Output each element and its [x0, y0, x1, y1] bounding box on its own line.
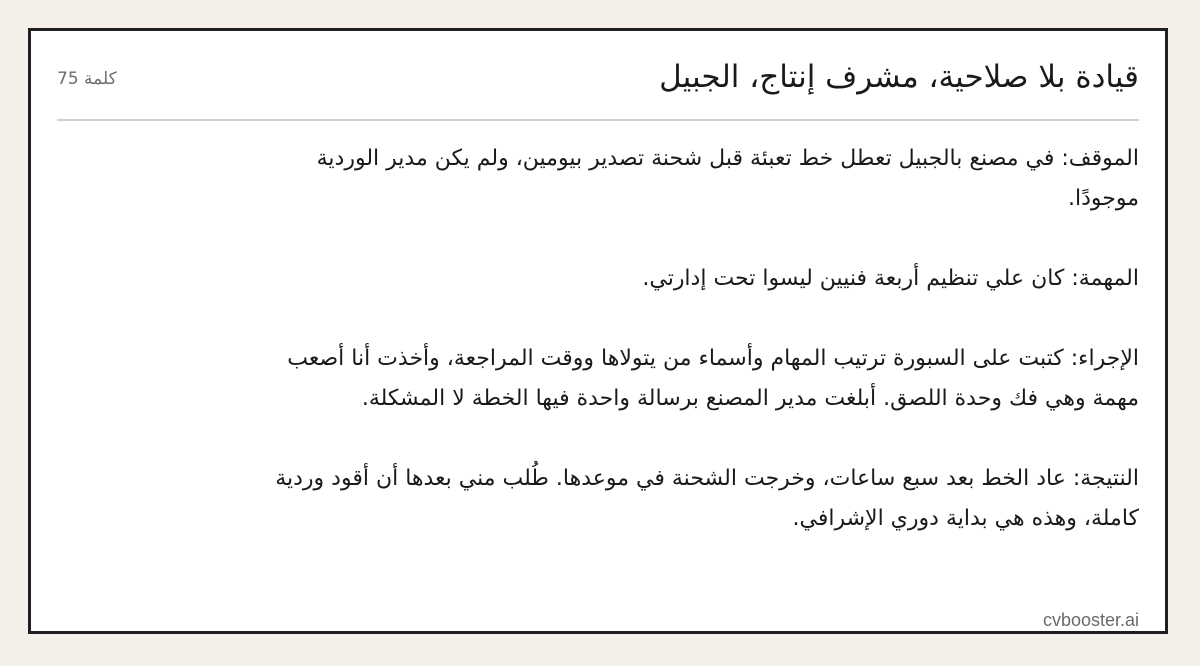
result-paragraph: النتيجة: عاد الخط بعد سبع ساعات، وخرجت الشحنة في موعدها. طُلب مني بعدها أن أقود وردية كاملة، وهذه هي بداية دوري الإشرافي. — [275, 466, 1139, 531]
page-title: قيادة بلا صلاحية، مشرف إنتاج، الجبيل — [659, 59, 1139, 95]
task-paragraph: المهمة: كان علي تنظيم أربعة فنيين ليسوا تحت إدارتي. — [642, 266, 1139, 291]
story-card — [28, 28, 1168, 634]
word-count-badge: 75 كلمة — [57, 69, 117, 89]
brand-watermark: cvbooster.ai — [1042, 610, 1139, 630]
card-header — [57, 55, 1139, 121]
situation-paragraph: الموقف: في مصنع بالجبيل تعطل خط تعبئة قبل شحنة تصدير بيومين، ولم يكن مدير الوردية موجودًا. — [316, 146, 1139, 211]
action-paragraph: الإجراء: كتبت على السبورة ترتيب المهام وأسماء من يتولاها ووقت المراجعة، وأخذت أنا أصعب مهمة وهي فك وحدة اللصق. أبلغت مدير المصنع برسالة واحدة فيها الخطة لا المشكلة. — [287, 346, 1139, 411]
story-content — [239, 139, 1139, 539]
